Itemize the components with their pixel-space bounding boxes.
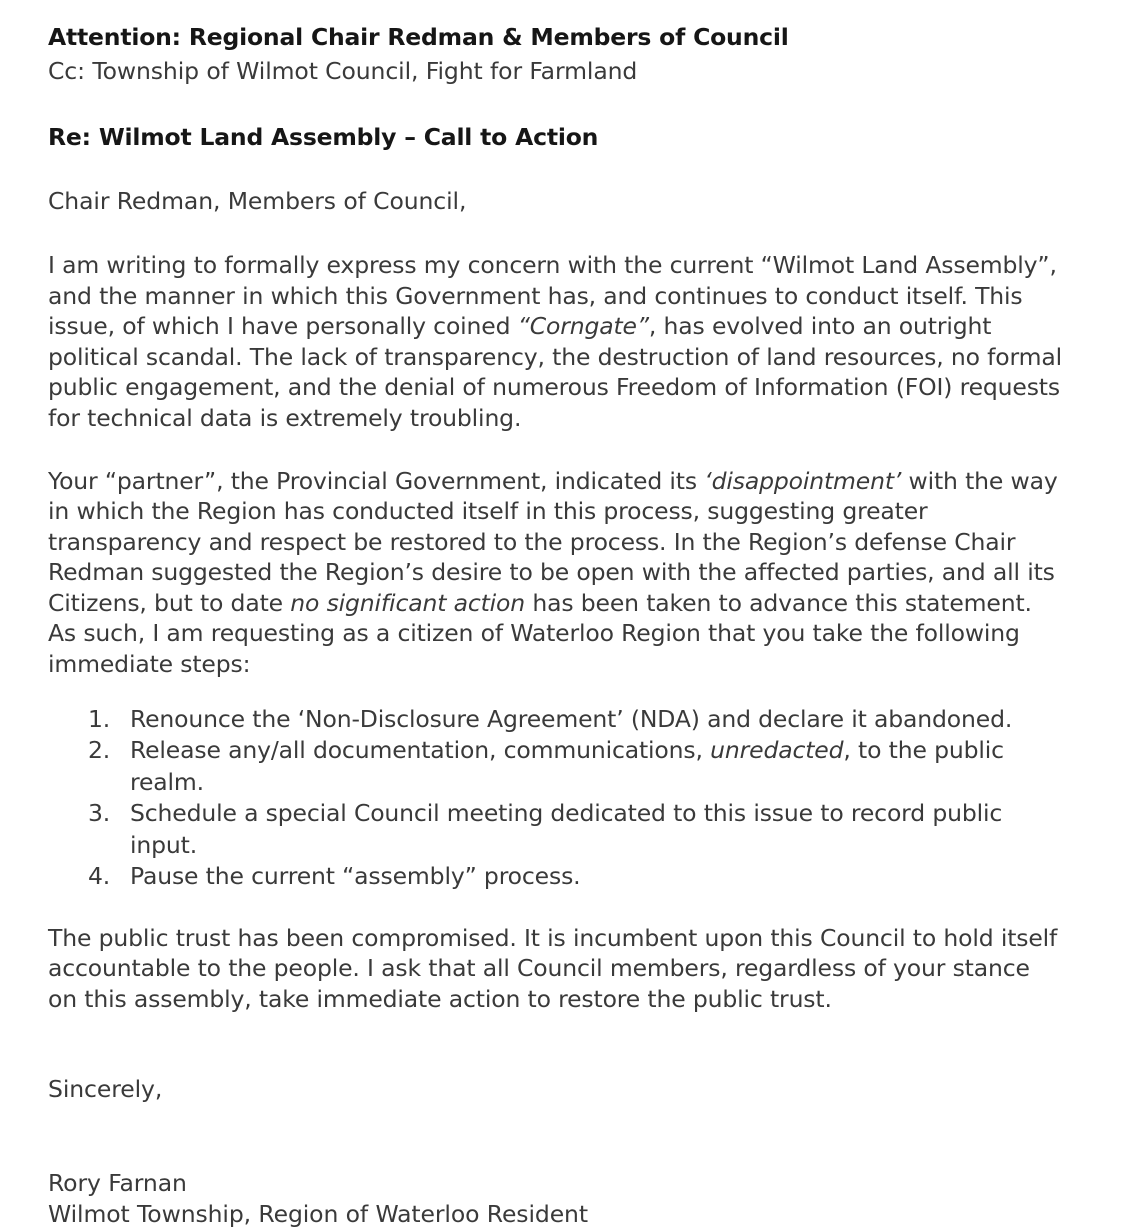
- step-text: [130, 861, 1063, 893]
- step-text-part-1: Release any/all documentation, communications,: [130, 736, 711, 765]
- cc-line: Cc: Township of Wilmot Council, Fight for Farmland: [48, 57, 638, 86]
- paragraph-1-italic-corngate: “Corngate”: [517, 312, 649, 341]
- step-text-part-1: Pause the current “assembly” process.: [130, 862, 581, 891]
- signature-name: Rory Farnan: [48, 1168, 187, 1197]
- step-text: [130, 735, 1063, 798]
- step-number: 1.: [88, 704, 111, 733]
- paragraph-2-italic-disappointment: ‘disappointment’: [704, 466, 902, 495]
- paragraph-2-text-part-2: with the way in which the Region has conducted itself in this process, suggesting greater transparency and respect be restored to the process. In the Region’s defense Chair Redman suggested the Region’s desire to be open with the affected parties, and all its Citizens, but to date: [48, 466, 1058, 617]
- step-text-part-1: Schedule a special Council meeting dedicated to this issue to record public input.: [130, 799, 1003, 859]
- paragraph-1-text-part-2: , has evolved into an outright political scandal. The lack of transparency, the destruction of land resources, no formal public engagement, and the denial of numerous Freedom of Information (FOI) requests for technical data is extremely troubling.: [48, 312, 1062, 432]
- step-text-part-2: , to the public realm.: [130, 736, 1004, 796]
- list-item: [48, 798, 1063, 861]
- paragraph-2-italic-no-significant-action: no significant action: [290, 588, 526, 617]
- list-item: [48, 861, 1063, 893]
- step-text: [130, 798, 1063, 861]
- step-text-part-1: Renounce the ‘Non-Disclosure Agreement’ (NDA) and declare it abandoned.: [130, 704, 1013, 733]
- step-number: 4.: [88, 862, 111, 891]
- step-number: 3.: [88, 799, 111, 828]
- closing-paragraph: The public trust has been compromised. It is incumbent upon this Council to hold itself accountable to the people. I ask that all Council members, regardless of your stance on this assembly, take immediate action to restore the public trust.: [48, 923, 1058, 1013]
- list-item: [48, 704, 1063, 736]
- step-number: 2.: [88, 736, 111, 765]
- salutation: Chair Redman, Members of Council,: [48, 187, 467, 216]
- step-italic: unredacted: [710, 736, 844, 765]
- paragraph-2-text-part-1: Your “partner”, the Provincial Government, indicated its: [48, 466, 705, 495]
- letter-header: [48, 22, 1063, 153]
- signature-role: Wilmot Township, Region of Waterloo Resident: [48, 1199, 588, 1228]
- step-text: [130, 704, 1063, 736]
- list-item: [48, 735, 1063, 798]
- subject-line: Re: Wilmot Land Assembly – Call to Action: [48, 122, 599, 151]
- signature-block: [48, 1168, 1063, 1230]
- paragraph-1-text-part-1: I am writing to formally express my concern with the current “Wilmot Land Assembly”, and the manner in which this Government has, and continues to conduct itself. This issue, of which I have personally coined: [48, 250, 1057, 341]
- requested-steps-list: [48, 704, 1063, 893]
- paragraph-2-text-part-3: has been taken to advance this statement. As such, I am requesting as a citizen of Waterloo Region that you take the following immediate steps:: [48, 588, 1032, 679]
- sign-off: Sincerely,: [48, 1075, 163, 1104]
- paragraph-1: [48, 250, 1063, 434]
- paragraph-2: [48, 466, 1063, 680]
- attention-line: Attention: Regional Chair Redman & Members of Council: [48, 23, 789, 51]
